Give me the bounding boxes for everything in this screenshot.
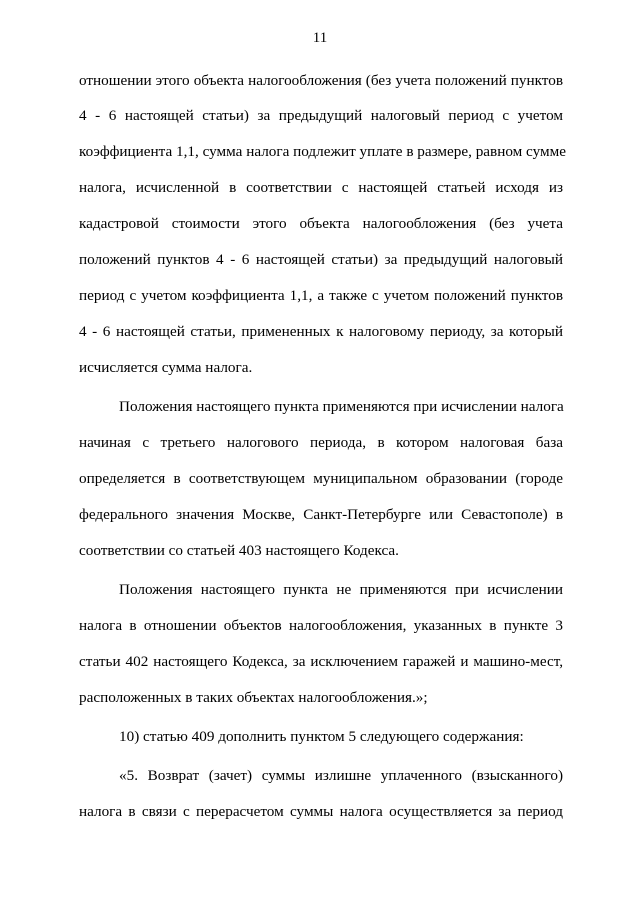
text-line: соответствии со статьей 403 настоящего Кодекса. [79,542,399,559]
paragraph-first-line: Положения настоящего пункта не применяются при исчислении [119,581,563,598]
text-line: статьи 402 настоящего Кодекса, за исключением гаражей и машино-мест, [79,653,563,670]
text-line: отношении этого объекта налогообложения (без учета положений пунктов [79,72,563,89]
text-line: налога в отношении объектов налогообложения, указанных в пункте 3 [79,617,563,634]
text-line: начиная с третьего налогового периода, в котором налоговая база [79,434,563,451]
text-line: 4 - 6 настоящей статьи, примененных к налоговому периоду, за который [79,323,563,340]
page-number: 11 [312,30,328,46]
text-line: 4 - 6 настоящей статьи) за предыдущий налоговый период с учетом [79,107,563,124]
text-line: налога в связи с перерасчетом суммы налога осуществляется за период [79,803,563,820]
text-line: налога, исчисленной в соответствии с настоящей статьей исходя из [79,179,563,196]
paragraph-first-line: Положения настоящего пункта применяются при исчислении налога [119,398,564,415]
text-line: кадастровой стоимости этого объекта налогообложения (без учета [79,215,563,232]
text-line: исчисляется сумма налога. [79,359,253,376]
text-line: положений пунктов 4 - 6 настоящей статьи) за предыдущий налоговый [79,251,563,268]
text-line: период с учетом коэффициента 1,1, а также с учетом положений пунктов [79,287,563,304]
text-line: определяется в соответствующем муниципальном образовании (городе [79,470,563,487]
paragraph-first-line: «5. Возврат (зачет) суммы излишне уплаченного (взысканного) [119,767,563,784]
text-line: коэффициента 1,1, сумма налога подлежит уплате в размере, равном сумме [79,143,566,160]
text-line: расположенных в таких объектах налогообложения.»; [79,689,428,706]
paragraph-first-line: 10) статью 409 дополнить пунктом 5 следующего содержания: [119,728,524,745]
text-line: федерального значения Москве, Санкт-Петербурге или Севастополе) в [79,506,563,523]
